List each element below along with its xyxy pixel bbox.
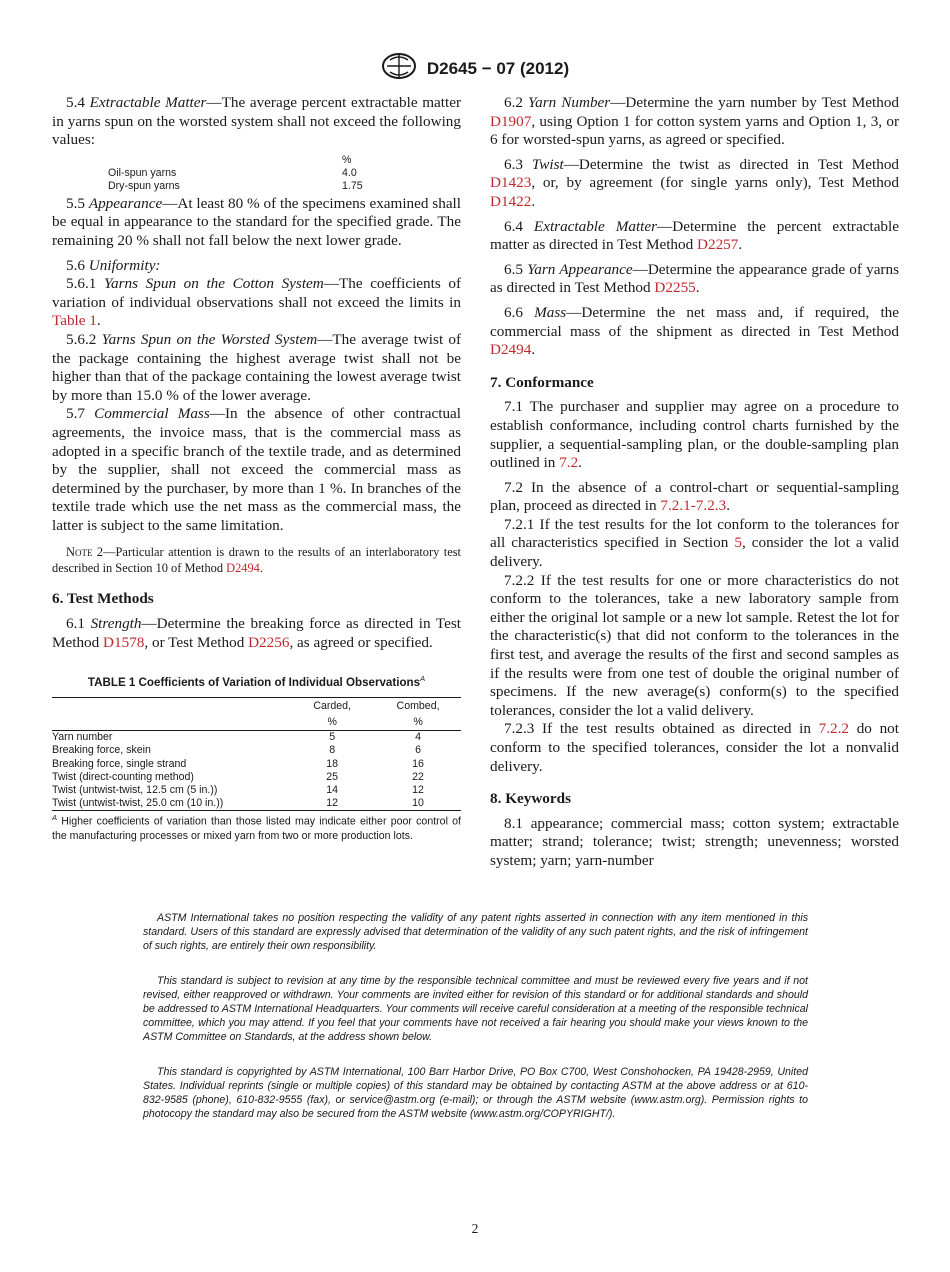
table-row: Twist (untwist-twist, 25.0 cm (10 in.)) 12 10 [52, 797, 461, 811]
d1578-link[interactable]: D1578 [103, 633, 145, 651]
table-1 [52, 697, 461, 812]
col-header-combed: Combed, [375, 697, 461, 714]
section-7-heading: 7. Conformance [490, 373, 594, 391]
d1907-link[interactable]: D1907 [490, 112, 532, 130]
para-7-2-2: 7.2.2 If the test results for one or more characteristics do not conform to the tolerances, take a new laboratory sample from either the original lot sample or a new lot sample. Retest the lot for the characteristic(s) that did not conform to the tolerances in the first test, and average the results of the first and second samples as if the results were from one test of double the original number of specimens. If the new average(s) conform(s) to the specified tolerances, consider the lot a valid delivery. [490, 571, 899, 719]
para-6-3: 6.3 Twist—Determine the twist as directed in Test Method D1423, or, by agreement (for single yarns only), Test Method D1422. [490, 155, 900, 210]
para-5-5: 5.5 Appearance—At least 80 % of the specimens examined shall be equal in appearance to the standard for the specified grade. The remaining 20 % shall not fall below the next lower grade. [52, 194, 461, 249]
d2494-link[interactable]: D2494 [226, 560, 260, 575]
right-column [490, 94, 899, 871]
footer-copyright-notice: This standard is copyrighted by ASTM International, 100 Barr Harbor Drive, PO Box C700, West Conshohocken, PA 19428-2959, United States. Individual reprints (single or multiple copies) of this standard may be obtained by contacting ASTM at the above address or at 610-832-9585 (phone), 610-832-9555 (fax), or service@astm.org (e-mail); or through the ASTM website (www.astm.org). Permission rights to photocopy the standard may also be secured from the ASTM website (www.astm.org/COPYRIGHT/). [143, 1066, 808, 1120]
para-5-6: 5.6 Uniformity: [66, 256, 161, 274]
para-5-6-2: 5.6.2 Yarns Spun on the Worsted System—The average twist of the package containing the highest average twist shall not be higher than that of the package containing the lowest average twist by more than 15.0 % of the lower average. [52, 330, 462, 404]
left-column [52, 94, 461, 844]
para-6-1: 6.1 Strength—Determine the breaking force as directed in Test Method D1578, or Test Method D2256, as agreed or specified. [52, 615, 461, 651]
table-1-title: TABLE 1 Coefficients of Variation of Individual Observations$^A$ [87, 674, 426, 690]
para-7-1: 7.1 The purchaser and supplier may agree on a procedure to establish conformance, including control charts furnished by the supplier, a sequential-sampling plan, or the double-sampling plan outlined in 7.2. [490, 398, 899, 472]
section-7-2-1-link[interactable]: 7.2.1-7.2.3 [660, 497, 727, 515]
d2494-link[interactable]: D2494 [490, 341, 532, 359]
para-8-1: 8.1 appearance; commercial mass; cotton system; extractable matter; strand; tolerance; twist; strength; unevenness; worsted system; yarn; yarn-number [490, 814, 899, 869]
footer-patent-notice: ASTM International takes no position respecting the validity of any patent rights asserted in connection with any item mentioned in this standard. Users of this standard are expressly advised that determination of the validity of any such patent rights, and the risk of infringement of such rights, are entirely their own responsibility. [143, 912, 808, 952]
section-5-link[interactable]: 5 [734, 534, 742, 552]
note-2: Note 2—Particular attention is drawn to the results of an interlaboratory test described in Section 10 of Method D2494. [52, 545, 461, 575]
values-row: Dry-spun yarns 1.75 [108, 179, 363, 192]
footer-revision-notice: This standard is subject to revision at any time by the responsible technical committee and must be reviewed every five years and if not revised, either reapproved or withdrawn. Your comments are invited either for revision of this standard or for additional standards and should be addressed to ASTM International Headquarters. Your comments will receive careful consideration at a meeting of the responsible technical committee, which you may attend. If you feel that your comments have not received a fair hearing you should make your views known to the ASTM Committee on Standards, at the address shown below. [143, 975, 808, 1043]
d1422-link[interactable]: D1422 [490, 192, 532, 210]
page-number: 2 [471, 1221, 479, 1236]
values-unit: % [342, 153, 352, 166]
d2255-link[interactable]: D2255 [654, 279, 696, 297]
section-7-2-link[interactable]: 7.2 [559, 454, 579, 472]
extractable-values-table [52, 154, 461, 193]
table-row: Twist (untwist-twist, 12.5 cm (5 in.)) 14 12 [52, 783, 424, 796]
col-unit: % [289, 714, 375, 731]
section-8-heading: 8. Keywords [490, 790, 571, 808]
values-row: Oil-spun yarns 4.0 [108, 166, 357, 179]
section-7-2-2-link[interactable]: 7.2.2 [818, 720, 850, 738]
para-6-4: 6.4 Extractable Matter—Determine the percent extractable matter as directed in Test Method D2257. [490, 217, 899, 254]
astm-logo-icon [381, 52, 417, 85]
d2257-link[interactable]: D2257 [697, 236, 739, 254]
para-5-4: 5.4 Extractable Matter—The average percent extractable matter in yarns spun on the worsted system shall not exceed the following values: [52, 94, 461, 149]
para-5-6-1: 5.6.1 Yarns Spun on the Cotton System—The coefficients of variation of individual observations shall not exceed the limits in Table 1. [52, 275, 462, 330]
standard-code: D2645 − 07 (2012) [426, 58, 570, 78]
page-header [0, 52, 950, 85]
table-row: Breaking force, single strand 18 16 [52, 757, 424, 770]
legal-footer [143, 912, 808, 1144]
para-6-5: 6.5 Yarn Appearance—Determine the appearance grade of yarns as directed in Test Method D2255. [490, 260, 899, 297]
col-header-carded: Carded, [289, 697, 375, 714]
table-row: Breaking force, skein 8 6 [52, 744, 421, 757]
d2256-link[interactable]: D2256 [248, 633, 290, 651]
para-6-2: 6.2 Yarn Number—Determine the yarn number by Test Method D1907, using Option 1 for cotton system yarns and Option 1, 3, or 6 for worsted-spun yarns, as agreed or specified. [490, 94, 900, 149]
d1423-link[interactable]: D1423 [490, 174, 532, 192]
para-7-2-3: 7.2.3 If the test results obtained as directed in 7.2.2 do not conform to the specified tolerances, consider the lot a nonvalid delivery. [490, 720, 899, 775]
col-unit: % [375, 714, 461, 731]
table-1-link[interactable]: Table 1 [52, 312, 97, 330]
para-6-6: 6.6 Mass—Determine the net mass and, if required, the commercial mass of the shipment as directed in Test Method D2494. [490, 303, 900, 359]
para-7-2-1: 7.2.1 If the test results for the lot conform to the tolerances for all characteristics specified in Section 5, consider the lot a valid delivery. [490, 515, 899, 571]
table-row: Twist (direct-counting method) 25 22 [52, 770, 424, 783]
section-6-heading: 6. Test Methods [52, 590, 154, 608]
table-row: Yarn number 5 4 [52, 731, 421, 744]
para-5-7: 5.7 Commercial Mass—In the absence of other contractual agreements, the invoice mass, that is the commercial mass as adopted in a specific branch of the textile trade, and as determined by the supplier, shall not exceed the commercial mass as determined by the purchaser, by more than 1 %. In branches of the textile trade which use the net mass as the commercial mass, the latter is subject to the same limitation. [52, 405, 461, 534]
para-7-2: 7.2 In the absence of a control-chart or sequential-sampling plan, proceed as directed in 7.2.1-7.2.3. [490, 478, 899, 515]
table-1-footnote: $^A$ Higher coefficients of variation than those listed may indicate either poor control of the manufacturing processes or mixed yarn from two or more production lots. [52, 813, 461, 843]
